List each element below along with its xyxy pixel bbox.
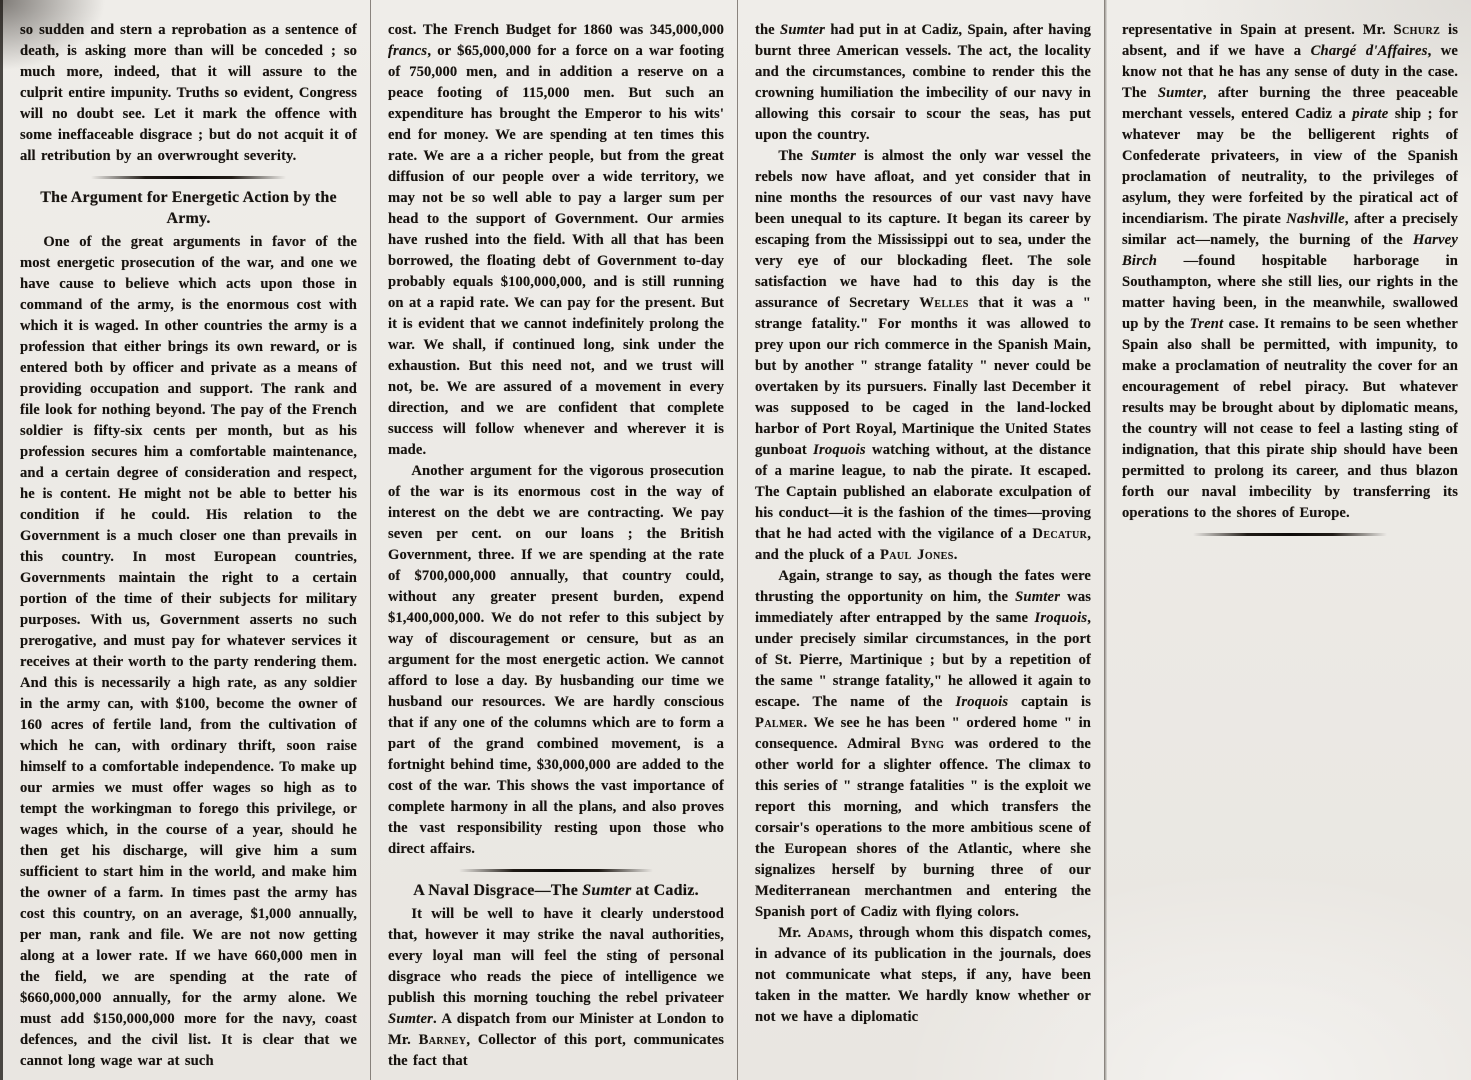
article-paragraph: the Sumter had put in at Cadiz, Spain, after having burnt three American vessels. The act, the locality and the circumstances, combine to render this the crowning humiliation the imbecility of our navy in allowing this corsair to scour the seas, has put upon the country. <box>755 22 1091 143</box>
section-divider <box>91 176 286 179</box>
newspaper-column-1 <box>3 0 370 1080</box>
article-heading: The Argument for Energetic Action by the Army. <box>40 189 337 227</box>
article-paragraph: One of the great arguments in favor of the most energetic prosecution of the war, and one we have cause to believe which acts upon those in command of the army, is the enormous cost with which it is waged. In other countries the army is a profession that either brings its own reward, or is entered both by officer and private as a means of providing occupation and support. The rank and file look for nothing beyond. The pay of the French soldier is fifty-six cents per month, but as his profession secures him a comfortable maintenance, and a certain degree of consideration and respect, he is content. He might not be able to better his condition if he could. His relation to the Government is a much closer one than prevails in this country. In most European countries, Governments maintain the right to a certain portion of the time of their subjects for military purposes. With us, Government asserts no such prerogative, and must pay for whatever services it receives at their worth to the party rendering them. And this is necessarily a high rate, as any soldier in the army can, with $100, become the owner of 160 acres of fertile land, from the cultivation of which he can, with ordinary thrift, soon raise himself to a comfortable independence. To make up our armies we must offer wages so high as to tempt the workingman to forego this privilege, or wages which, in the course of a year, should he then get his discharge, will give him a sum sufficient to start him in the world, and make him the owner of a farm. In times past the army has cost this country, on an average, $1,000 annually, per man, rank and file. We are not now getting along at a lower rate. If we have 660,000 men in the field, we are spending at the rate of $660,000,000 annually, for the army alone. We must add $150,000,000 more for the navy, coast defences, and the civil list. It is clear that we cannot long wage war at such <box>20 234 357 1069</box>
newspaper-column-4 <box>1104 0 1471 1080</box>
newspaper-column-3 <box>737 0 1104 1080</box>
newspaper-column-2 <box>370 0 737 1080</box>
article-paragraph: so sudden and stern a reprobation as a sentence of death, is asking more than will be conceded ; so much more, indeed, that it will assure to the culprit entire impunity. Truths so evident, Congress will no doubt see. Let it mark the offence with some ineffaceable disgrace ; but do not acquit it of all retribution by an overwrought severity. <box>20 22 357 164</box>
article-paragraph: Again, strange to say, as though the fates were thrusting the opportunity on him, the Sumter was immediately after entrapped by the same Iroquois, under precisely similar circumstances, in the port of St. Pierre, Martinique ; but by a repetition of the same " strange fatality," he allowed it again to escape. The name of the Iroquois captain is Palmer. We see he has been " ordered home " in consequence. Admiral Byng was ordered to the other world for a slighter offence. The climax to this series of " strange fatalities " is the exploit we report this morning, and which transfers the corsair's operations to the more ambitious scene of the European shores of the Atlantic, where she signalizes herself by burning three of our Mediterranean merchantmen and entering the Spanish port of Cadiz with flying colors. <box>755 568 1092 920</box>
article-paragraph: representative in Spain at present. Mr. Schurz is absent, and if we have a Chargé d'Affaires, we know not that he has any sense of duty in the case. The Sumter, after burning the three peaceable merchant vessels, entered Cadiz a pirate ship ; for whatever may be the belligerent rights of Confederate privateers, in view of the Spanish proclamation of neutrality, to the privileges of asylum, they were forfeited by the piratical act of incendiarism. The pirate Nashville, after a precisely similar act—namely, the burning of the Harvey Birch —found hospitable harborage in Southampton, where she still lies, our rights in the matter having been, in the meanwhile, swallowed up by the Trent case. It remains to be seen whether Spain also shall be permitted, with impunity, to make a proclamation of neutrality the cover for an encouragement of rebel piracy. But whatever results may be brought about by diplomatic means, the country will not cease to feel a lasting sting of indignation, that this pirate ship should have been permitted to prolong its career, and thus blazon forth our naval imbecility by transferring its operations to the shores of Europe. <box>1122 22 1459 521</box>
article-paragraph: It will be well to have it clearly understood that, however it may strike the naval authorities, every loyal man will feel the sting of personal disgrace who reads the piece of intelligence we publish this morning touching the rebel privateer Sumter. A dispatch from our Minister at London to Mr. Barney, Collector of this port, communicates the fact that <box>388 906 724 1069</box>
article-paragraph: Another argument for the vigorous prosecution of the war is its enormous cost in the way of interest on the debt we are contracting. We pay seven per cent. on our loans ; the British Government, three. If we are spending at the rate of $700,000,000 annually, that country could, without any greater present burden, expend $1,400,000,000. We do not refer to this subject by way of discouragement or censure, but as an argument for the most energetic action. We cannot afford to lose a day. By husbanding our time we husband our resources. We are hardly conscious that if any one of the columns which are to form a part of the grand combined movement, is a fortnight behind time, $30,000,000 are added to the cost of the war. This shows the vast importance of complete harmony in all the plans, and also proves the vast responsibility resting upon those who direct affairs. <box>388 463 724 857</box>
article-paragraph: cost. The French Budget for 1860 was 345,000,000 francs, or $65,000,000 for a force on a war footing of 750,000 men, and in addition a reserve on a peace footing of 115,000 men. But such an expenditure has brought the Emperor to his wits' end for money. We are spending at ten times this rate. We are a a richer people, but from the great diffusion of our people over a wide territory, we may not be so well able to pay a larger sum per head to the support of Government. Our armies have rushed into the field. With all that has been borrowed, the floating debt of Government to-day probably equals $100,000,000, and is still running on at a rapid rate. We can pay for the present. But it is evident that we cannot indefinitely prolong the war. We shall, if continued long, sink under the exhaustion. But this need not, and we trust will not, be. We are assured of a movement in every direction, and we are confident that complete success will follow whenever and wherever it is made. <box>388 22 724 458</box>
section-divider <box>1193 533 1388 536</box>
article-paragraph: The Sumter is almost the only war vessel the rebels now have afloat, and yet consider that in nine months the resources of our vast navy have been unequal to its capture. It began its career by escaping from the Mississippi out to sea, under the very eye of our blockading fleet. The sole satisfaction we have had to this day is the assurance of Secretary Welles that it was a " strange fatality." For months it was allowed to prey upon our rich commerce in the Spanish Main, but by another " strange fatality " never could be overtaken by its pursuers. Finally last December it was supposed to be caged in the land-locked harbor of Port Royal, Martinique the United States gunboat Iroquois watching without, at the distance of a marine league, to nab the pirate. It escaped. The Captain published an elaborate exculpation of his conduct—it is the fashion of the times—proving that he had acted with the vigilance of a Decatur, and the pluck of a Paul Jones. <box>755 148 1091 563</box>
article-paragraph: Mr. Adams, through whom this dispatch comes, in advance of its publication in the journals, does not communicate what steps, if any, have been taken in the matter. We hardly know whether or not we have a diplomatic <box>755 925 1091 1025</box>
section-divider <box>459 869 654 872</box>
article-heading: A Naval Disgrace—The Sumter at Cadiz. <box>413 882 699 899</box>
